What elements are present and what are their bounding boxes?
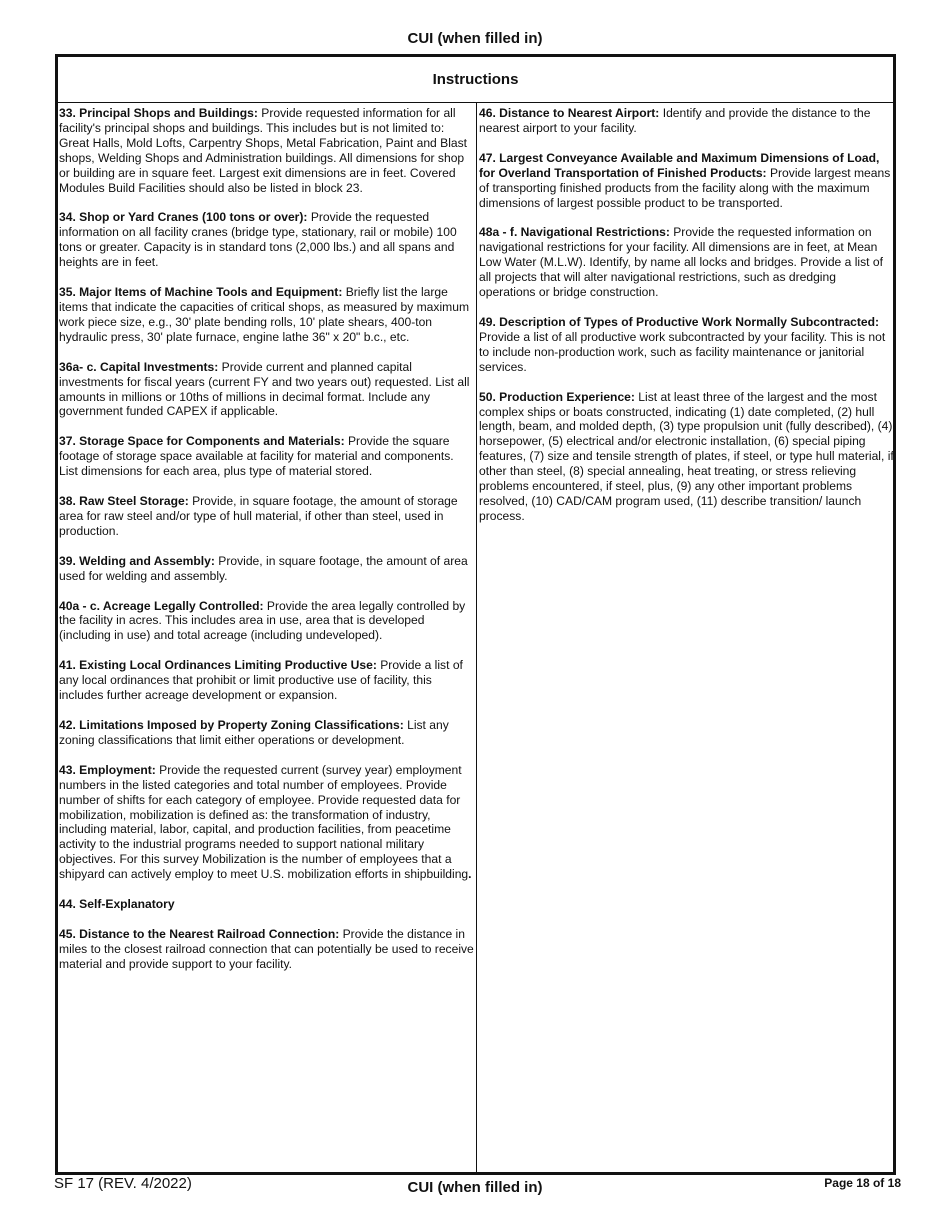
instruction-text: Provide the distance in miles to the closest railroad connection that can potentially be used to receive material and provide support to your facility. (59, 926, 474, 971)
instruction-heading: 44. Self-Explanatory (59, 897, 175, 912)
instruction-heading: 37. Storage Space for Components and Materials: (59, 434, 345, 449)
left-column (59, 106, 474, 987)
instruction-item (59, 285, 474, 345)
instruction-text: Provide the requested current (survey year) employment numbers in the listed categories and total number of employees. Provide number of shifts for each category of employee. Provide requested data for mobilization, mobilization is defined as: the transformation of industry, including material, labor, capital, and production facilities, from peacetime activity to the industrial programs needed to support national military objectives. For this survey Mobilization is the number of employees that a shipyard can actively employ to meet U.S. mobilization efforts in shipbuilding (59, 762, 469, 882)
instruction-item (59, 658, 474, 703)
instruction-item (59, 718, 474, 748)
instruction-item (59, 897, 474, 912)
instruction-item (479, 315, 894, 375)
instructions-frame (55, 54, 896, 1175)
instruction-text: Provide, in square footage, the amount of storage area for raw steel and/or type of hull material, if other than steel, used in production. (59, 494, 458, 538)
instruction-heading: 46. Distance to Nearest Airport: (479, 106, 660, 120)
instruction-text: Provide, in square footage, the amount of area used for welding and assembly. (59, 553, 468, 583)
instruction-heading: 42. Limitations Imposed by Property Zoning Classifications: (59, 718, 404, 732)
instruction-item (59, 554, 474, 584)
instruction-item (479, 225, 894, 300)
instruction-heading: 45. Distance to the Nearest Railroad Connection: (59, 926, 340, 941)
instruction-text: Provide largest means of transporting finished products from the facility along with the maximum dimensions of largest possible product to be transported. (479, 165, 891, 210)
instruction-text: List any zoning classifications that limit either operations or development. (59, 718, 449, 747)
instruction-heading: 49. Description of Types of Productive Work Normally Subcontracted: (479, 314, 880, 329)
instruction-text: Provide the requested information on all facility cranes (bridge type, stationary, rail or mobile) 100 tons or greater. Capacity is in standard tons (2,000 lbs.) and all spans and heights are in feet. (59, 210, 457, 270)
instruction-text: Provide current and planned capital investments for fiscal years (current FY and two years out) requested. List all amounts in millions or 10ths of millions in decimal format. Include any government funded CAPEX if applicable. (59, 359, 470, 419)
instruction-heading: 35. Major Items of Machine Tools and Equipment: (59, 285, 343, 300)
instruction-item (479, 390, 894, 524)
instruction-tail: . (468, 867, 472, 882)
instruction-item (59, 210, 474, 270)
instruction-heading: 50. Production Experience: (479, 389, 635, 404)
instruction-heading: 39. Welding and Assembly: (59, 553, 215, 568)
instruction-text: Provide requested information for all facility's principal shops and buildings. This includes but is not limited to: Great Halls, Mold Lofts, Carpentry Shops, Metal Fabrication, Paint and Blast shops, Welding Shops and Administration buildings. All dimensions for shop or building are in square feet. Largest exit dimensions are in feet. Covered Modules Build Facilities should also be listed in block 23. (59, 106, 468, 195)
instruction-text: Provide a list of any local ordinances that prohibit or limit productive use of facility, this includes further acreage development or expansion. (59, 658, 463, 703)
instruction-item (59, 494, 474, 539)
instruction-heading: 36a- c. Capital Investments: (59, 359, 219, 374)
instruction-heading: 34. Shop or Yard Cranes (100 tons or over): (59, 210, 308, 225)
instruction-item (59, 927, 474, 972)
right-column (479, 106, 894, 539)
cui-marking-bottom: CUI (when filled in) (407, 1179, 543, 1196)
instruction-heading: 38. Raw Steel Storage: (59, 494, 189, 509)
instruction-heading: 48a - f. Navigational Restrictions: (479, 225, 670, 240)
instruction-item (59, 106, 474, 195)
instruction-text: Briefly list the large items that indicate the capacities of critical shops, as measured by maximum work piece size, e.g., 30' plate bending rolls, 10' plate shears, 400-ton hydraulic press, 30' plate furnace, engine lathe 36" x 20" b.c., etc. (59, 285, 470, 344)
instruction-item (479, 106, 894, 136)
instruction-text: Provide the square footage of storage space available at facility for material and components. List dimensions for each area, plus type of material stored. (59, 434, 454, 479)
instruction-item (59, 763, 474, 882)
instructions-title: Instructions (58, 57, 893, 103)
instruction-text: Provide a list of all productive work subcontracted by your facility. This is not to include non-production work, such as facility maintenance or janitorial services. (479, 329, 886, 374)
instruction-heading: 41. Existing Local Ordinances Limiting Productive Use: (59, 658, 377, 673)
instruction-heading: 47. Largest Conveyance Available and Maximum Dimensions of Load, for Overland Transportation of Finished Products: (479, 150, 880, 180)
instruction-item (479, 151, 894, 211)
page-number: Page 18 of 18 (824, 1176, 901, 1190)
instruction-item (59, 434, 474, 479)
instruction-text: Provide the area legally controlled by the facility in acres. This includes area in use, area that is developed (including in use) and total acreage (including undeveloped). (59, 598, 466, 643)
instruction-heading: 33. Principal Shops and Buildings: (59, 106, 258, 120)
instruction-text: List at least three of the largest and the most complex ships or boats constructed, indicating (1) date completed, (2) hull length, beam, and molded depth, (3) type propulsion unit (fully described), (4) horsepower, (5) electrical and/or electronic installation, (6) special piping features, (7) size and tensile strength of plates, if steel, or type hull material, if other than steel, (8) special annealing, heat treating, or stress relieving problems encountered, if steel, plus, (9) any other important problems resolved, (10) CAD/CAM program used, (11) describe transition/ launch process. (479, 389, 894, 523)
instruction-text: Provide the requested information on navigational restrictions for your facility. All dimensions are in feet, at Mean Low Water (M.L.W). Identify, by name all locks and bridges. Provide a list of all projects that will alter navigational restrictions, such as dredging operations or bridge construction. (479, 225, 883, 300)
instruction-item (59, 599, 474, 644)
instruction-heading: 43. Employment: (59, 762, 156, 777)
cui-marking-top: CUI (when filled in) (407, 30, 543, 47)
instruction-heading: 40a - c. Acreage Legally Controlled: (59, 598, 264, 613)
instruction-text: Identify and provide the distance to the nearest airport to your facility. (479, 106, 871, 135)
form-identifier: SF 17 (REV. 4/2022) (54, 1175, 192, 1192)
column-divider (476, 102, 477, 1172)
instruction-item (59, 360, 474, 420)
